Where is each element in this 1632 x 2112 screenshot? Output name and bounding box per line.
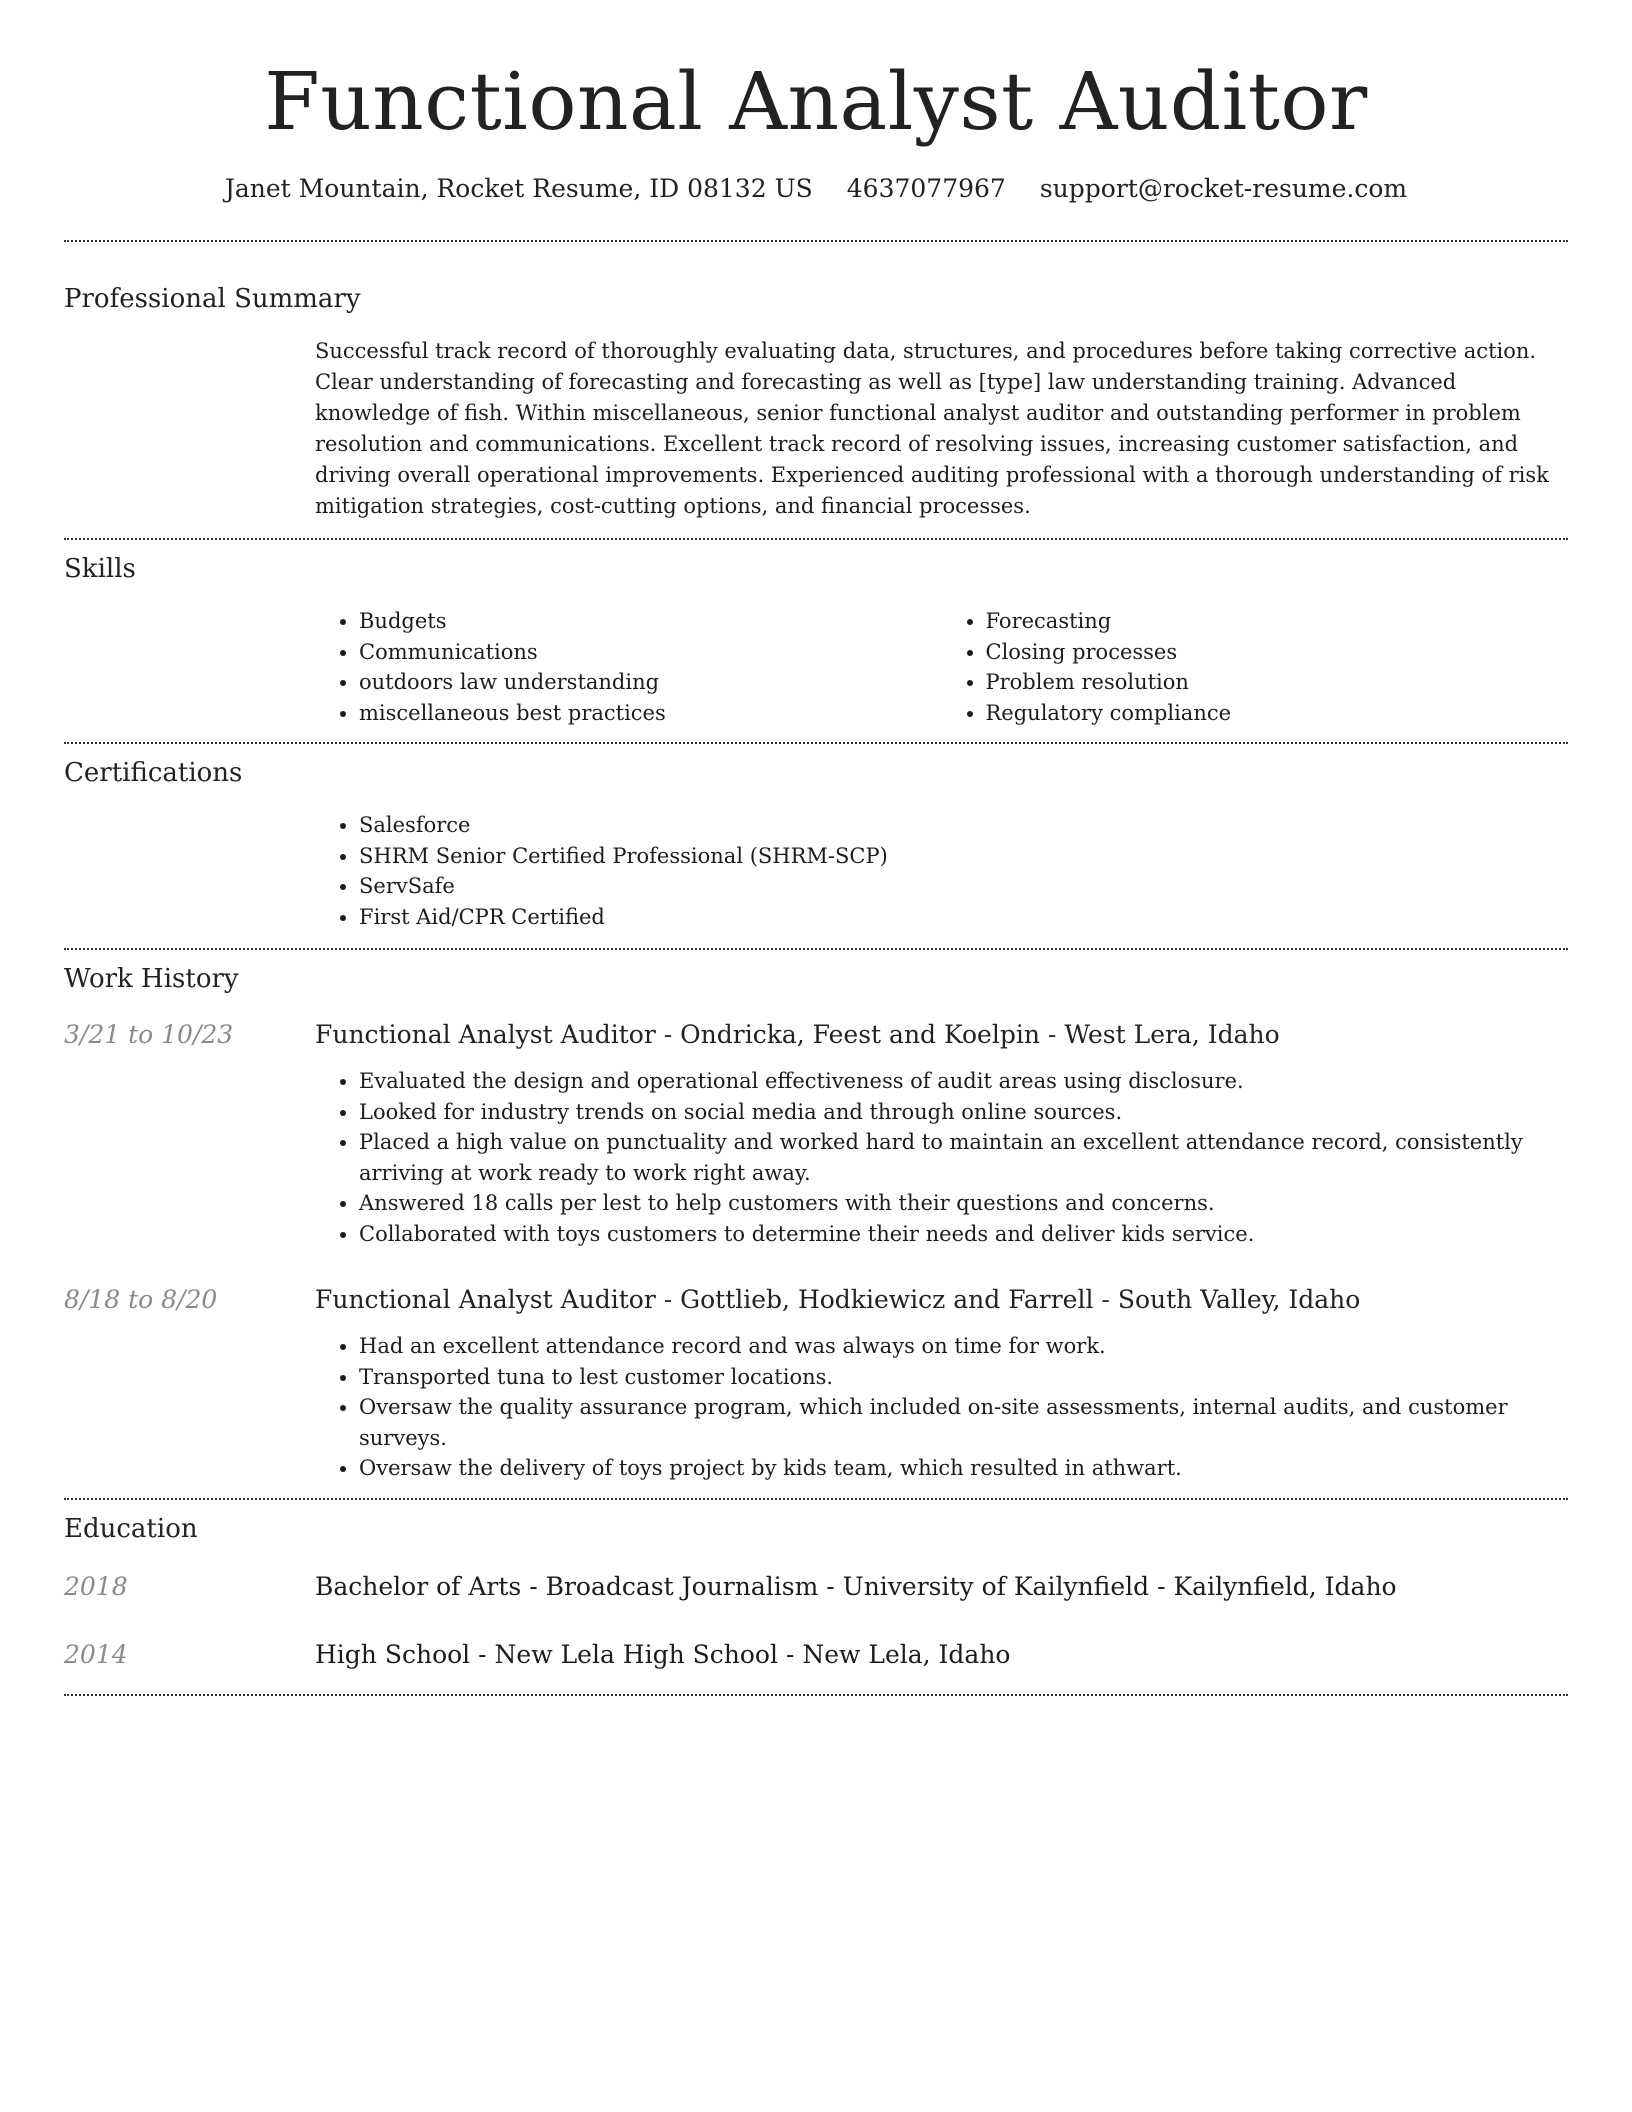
certifications-list — [315, 810, 1568, 932]
job-entry — [64, 1283, 1568, 1484]
skill-item: • Regulatory compliance — [986, 698, 1569, 729]
section-title-skills: Skills — [64, 554, 136, 584]
education-degree: High School — [315, 1639, 471, 1669]
skill-item: • Closing processes — [986, 637, 1569, 668]
job-heading: Functional Analyst Auditor - Gottlieb, Hodkiewicz and Farrell - South Valley, Idaho — [315, 1285, 1361, 1314]
job-bullet: • Oversaw the quality assurance program, which included on-site assessments, internal audits, and customer surveys. — [359, 1392, 1568, 1453]
job-dates: 8/18 to 8/20 — [64, 1285, 218, 1314]
skill-item: • miscellaneous best practices — [359, 698, 942, 729]
job-location: West Lera, Idaho — [1064, 1020, 1280, 1049]
education-section — [64, 1500, 1568, 1672]
job-heading: Functional Analyst Auditor - Ondricka, Feest and Koelpin - West Lera, Idaho — [315, 1020, 1280, 1049]
job-bullet: • Placed a high value on punctuality and worked hard to maintain an excellent attendance record, consistently arriving at work ready to work right away. — [359, 1127, 1568, 1188]
education-year: 2014 — [64, 1639, 128, 1669]
certification-item: • ServSafe — [359, 871, 1568, 902]
job-bullet: • Transported tuna to lest customer locations. — [359, 1362, 1568, 1393]
section-title-work-history: Work History — [64, 964, 239, 994]
skill-item: • Problem resolution — [986, 667, 1569, 698]
education-entry — [64, 1570, 1568, 1604]
skill-item: • Budgets — [359, 606, 942, 637]
job-bullet: • Looked for industry trends on social media and through online sources. — [359, 1097, 1568, 1128]
education-location: New Lela, Idaho — [802, 1639, 1011, 1669]
job-entry — [64, 1018, 1568, 1249]
education-school: University of Kailynfield — [842, 1571, 1150, 1601]
job-bullet: • Answered 18 calls per lest to help customers with their questions and concerns. — [359, 1188, 1568, 1219]
job-title: Functional Analyst Auditor — [315, 1020, 656, 1049]
job-title: Functional Analyst Auditor — [315, 1285, 656, 1314]
section-title-summary: Professional Summary — [64, 284, 361, 314]
skills-section — [64, 540, 1568, 728]
job-bullet: • Collaborated with toys customers to determine their needs and deliver kids service. — [359, 1219, 1568, 1250]
work-history-section — [64, 950, 1568, 1484]
education-location: Kailynfield, Idaho — [1173, 1571, 1397, 1601]
education-line: Bachelor of Arts - Broadcast Journalism - University of Kailynfield - Kailynfield, Idaho — [315, 1571, 1397, 1601]
contact-address: Janet Mountain, Rocket Resume, ID 08132 US — [224, 174, 813, 203]
contact-line — [64, 172, 1568, 206]
job-bullets — [315, 1331, 1568, 1484]
summary-text: Successful track record of thoroughly evaluating data, structures, and procedures before taking corrective action. Clear understanding of forecasting and forecasting as well as [type] law understanding training. Advanced knowledge of fish. Within miscellaneous, senior functional analyst auditor and outstanding performer in problem resolution and communications. Excellent track record of resolving issues, increasing customer satisfaction, and driving overall operational improvements. Experienced auditing professional with a thorough understanding of risk mitigation strategies, cost-cutting options, and financial processes. — [315, 339, 1549, 518]
contact-phone: 4637077967 — [846, 174, 1006, 203]
education-degree: Bachelor of Arts — [315, 1571, 522, 1601]
education-field: Broadcast Journalism — [545, 1571, 819, 1601]
job-bullet: • Had an excellent attendance record and was always on time for work. — [359, 1331, 1568, 1362]
contact-email: support@rocket-resume.com — [1039, 174, 1408, 203]
skill-item: • outdoors law understanding — [359, 667, 942, 698]
skills-list-left — [315, 606, 942, 728]
job-bullets — [315, 1066, 1568, 1249]
skill-item: • Communications — [359, 637, 942, 668]
summary-section — [64, 242, 1568, 522]
job-company: Gottlieb, Hodkiewicz and Farrell — [680, 1285, 1094, 1314]
job-location: South Valley, Idaho — [1117, 1285, 1361, 1314]
job-bullet: • Oversaw the delivery of toys project by kids team, which resulted in athwart. — [359, 1453, 1568, 1484]
certification-item: • Salesforce — [359, 810, 1568, 841]
certification-item: • SHRM Senior Certified Professional (SHRM-SCP) — [359, 841, 1568, 872]
section-title-certifications: Certifications — [64, 758, 243, 788]
job-bullet: • Evaluated the design and operational effectiveness of audit areas using disclosure. — [359, 1066, 1568, 1097]
education-entry — [64, 1638, 1568, 1672]
education-year: 2018 — [64, 1571, 128, 1601]
certifications-section — [64, 744, 1568, 932]
skills-list-right — [942, 606, 1569, 728]
skill-item: • Forecasting — [986, 606, 1569, 637]
education-line: High School - New Lela High School - New Lela, Idaho — [315, 1639, 1011, 1669]
job-company: Ondricka, Feest and Koelpin — [680, 1020, 1040, 1049]
section-title-education: Education — [64, 1513, 198, 1544]
resume-name: Functional Analyst Auditor — [264, 55, 1368, 148]
divider — [64, 1694, 1568, 1696]
certification-item: • First Aid/CPR Certified — [359, 902, 1568, 933]
job-dates: 3/21 to 10/23 — [64, 1020, 234, 1049]
education-school: New Lela High School — [494, 1639, 778, 1669]
